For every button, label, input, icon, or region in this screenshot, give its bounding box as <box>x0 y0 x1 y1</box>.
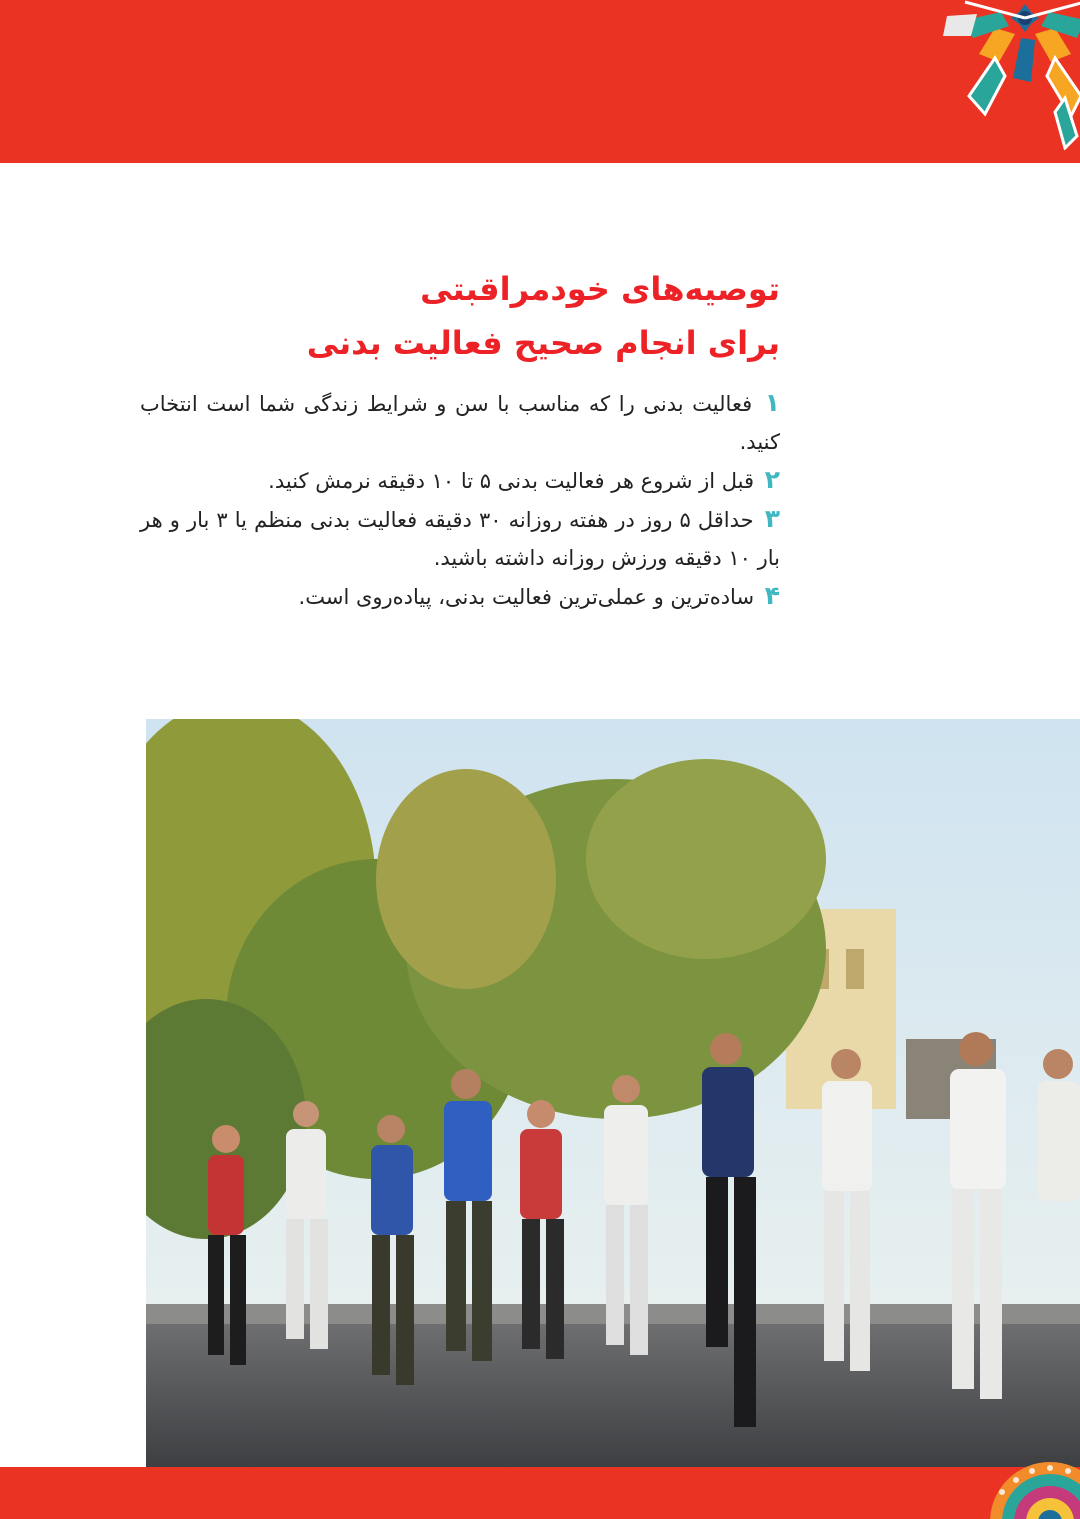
tip-text: حداقل ۵ روز در هفته روزانه ۳۰ دقیقه فعالیت بدنی منظم یا ۳ بار و هر بار ۱۰ دقیقه ورزش روزانه داشته باشید. <box>140 508 780 570</box>
tip-text: فعالیت بدنی را که مناسب با سن و شرایط زندگی شما است انتخاب کنید. <box>140 392 780 454</box>
tip-number: ۲ <box>764 465 780 494</box>
header-band <box>0 0 1080 163</box>
tip-item <box>140 577 780 616</box>
tip-number: ۳ <box>764 504 780 533</box>
title-line-2: برای انجام صحیح فعالیت بدنی <box>306 324 780 362</box>
mandala-pattern-icon <box>940 1462 1080 1519</box>
tip-text: ساده‌ترین و عملی‌ترین فعالیت بدنی، پیاده‌روی است. <box>298 585 755 609</box>
tip-item <box>140 461 780 500</box>
tip-text: قبل از شروع هر فعالیت بدنی ۵ تا ۱۰ دقیقه نرمش کنید. <box>268 469 755 493</box>
footer-band <box>0 1467 1080 1519</box>
article <box>140 262 780 616</box>
tip-number: ۴ <box>764 581 780 610</box>
tip-item <box>140 384 780 461</box>
running-group-photo <box>146 719 1080 1467</box>
tip-item <box>140 500 780 577</box>
title-line-1: توصیه‌های خودمراقبتی <box>420 270 780 308</box>
tip-number: ۱ <box>764 388 780 417</box>
islamic-star-rosette-icon <box>930 0 1080 150</box>
page-title <box>140 262 780 370</box>
tips-list <box>140 384 780 616</box>
